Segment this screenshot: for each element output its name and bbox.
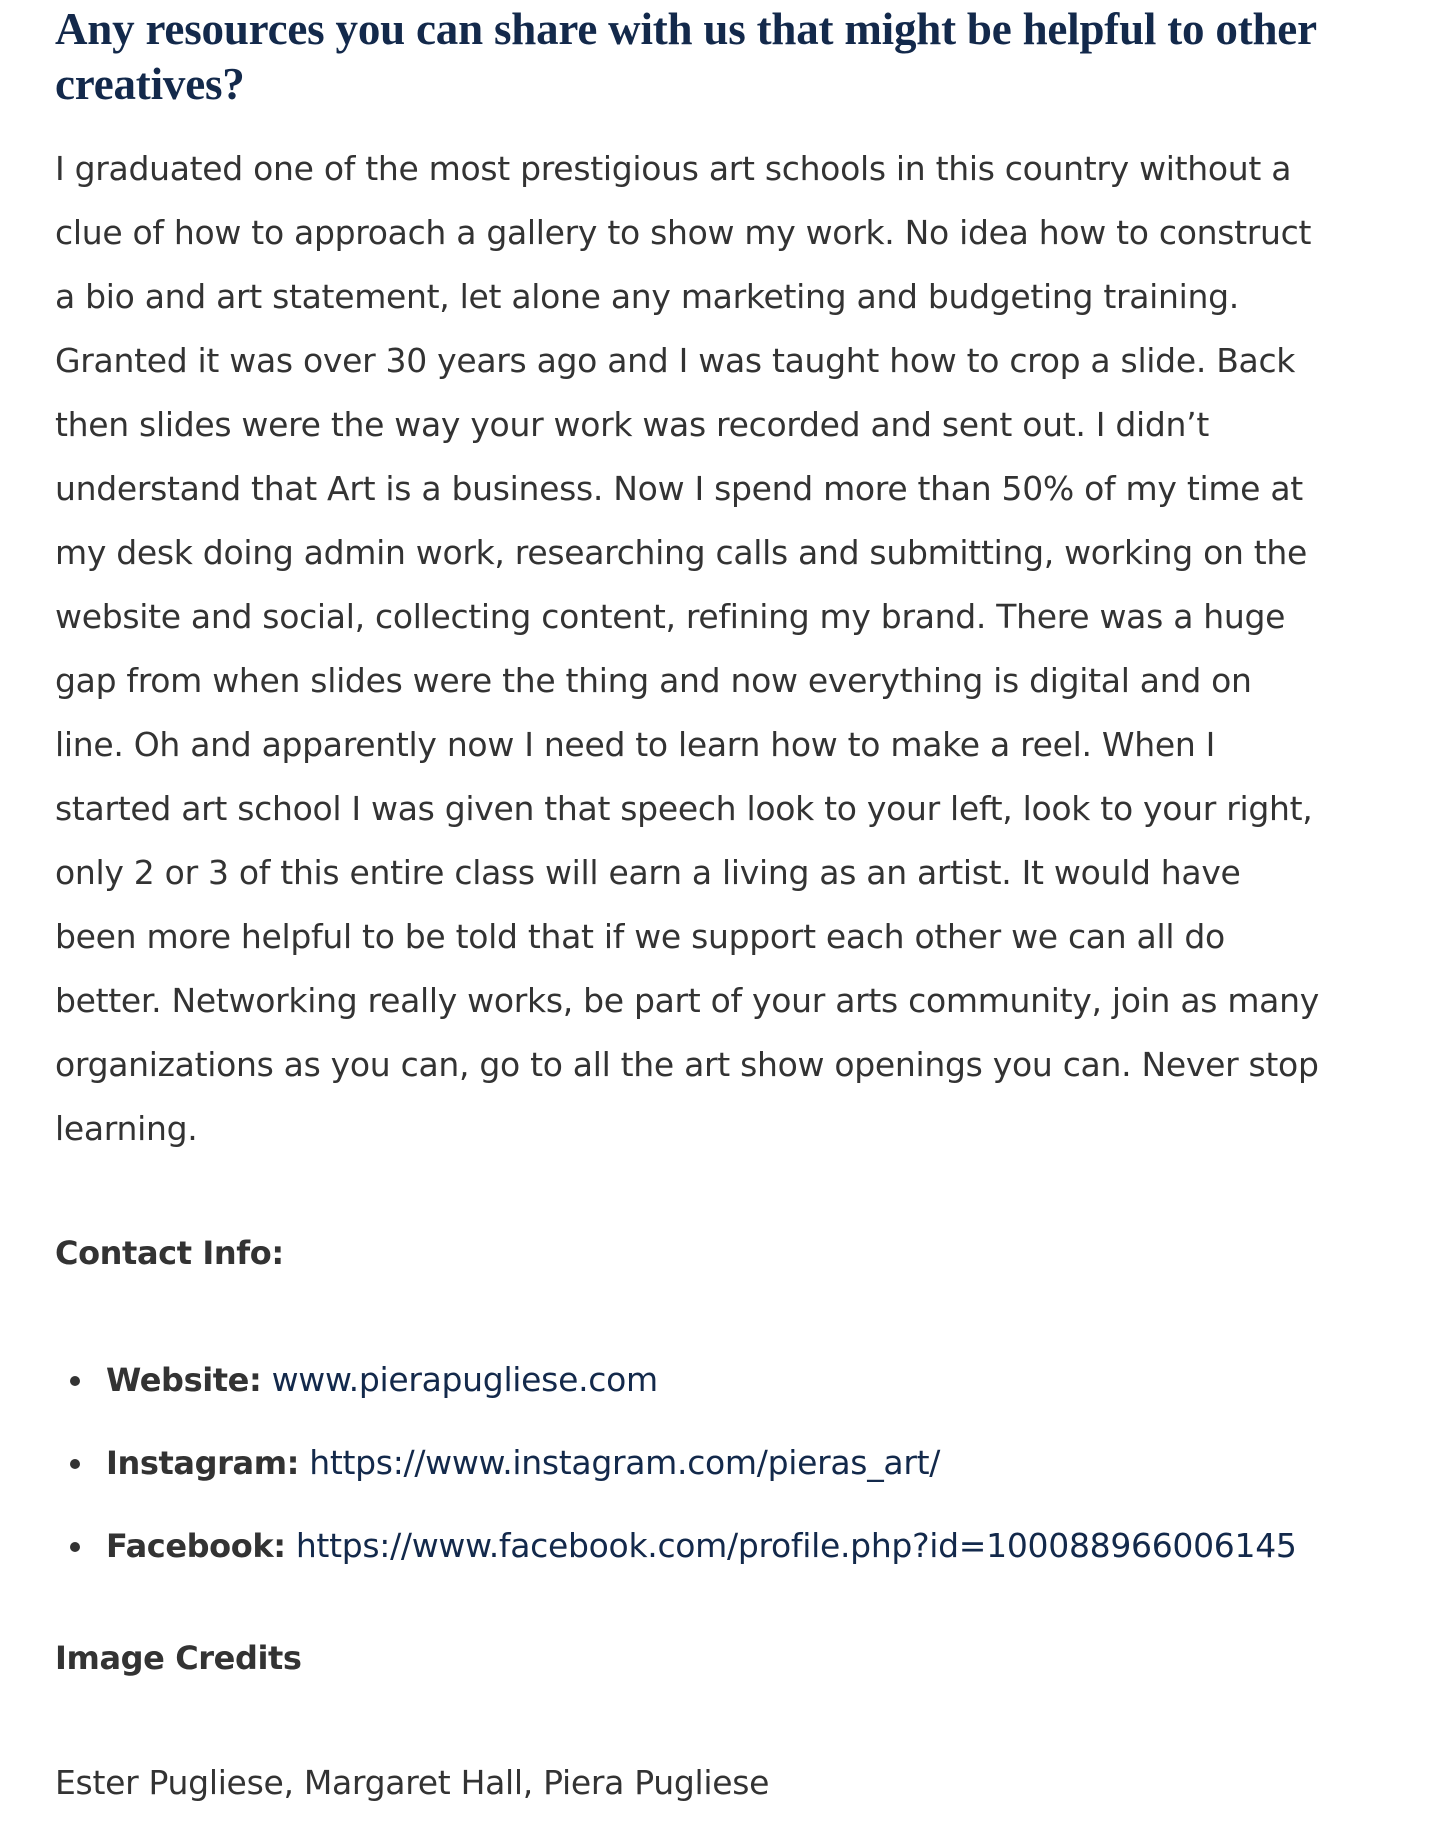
contact-list <box>55 1348 1335 1578</box>
website-link[interactable]: www.pierapugliese.com <box>271 1360 658 1399</box>
facebook-link[interactable]: https://www.facebook.com/profile.php?id=100088966006145 <box>295 1526 1297 1565</box>
section-heading: Any resources you can share with us that might be helpful to other creatives? <box>55 4 1317 109</box>
contact-item-website <box>55 1348 1335 1412</box>
image-credits-names: Ester Pugliese, Margaret Hall, Piera Pugliese <box>55 1763 770 1802</box>
bullet-icon <box>70 1542 80 1552</box>
website-label: Website: <box>106 1361 262 1399</box>
facebook-label: Facebook: <box>106 1527 286 1565</box>
image-credits-label: Image Credits <box>55 1639 302 1677</box>
article-content <box>55 0 1335 1815</box>
answer-paragraph: I graduated one of the most prestigious art schools in this country without a clue of how to approach a gallery to show my work. No idea how to construct a bio and art statement, let alone any marketing and budgeting training. Granted it was over 30 years ago and I was taught how to crop a slide. Back then slides were the way your work was recorded and sent out. I didn’t understand that Art is a business. Now I spend more than 50% of my time at my desk doing admin work, researching calls and submitting, working on the website and social, collecting content, refining my brand. There was a huge gap from when slides were the thing and now everything is digital and on line. Oh and apparently now I need to learn how to make a reel. When I started art school I was given that speech look to your left, look to your right, only 2 or 3 of this entire class will earn a living as an artist. It would have been more helpful to be told that if we support each other we can all do better. Networking really works, be part of your arts community, join as many organizations as you can, go to all the art show openings you can. Never stop learning. <box>55 149 1319 1148</box>
bullet-icon <box>70 1376 80 1386</box>
bullet-icon <box>70 1459 80 1469</box>
contact-info-label: Contact Info: <box>55 1234 284 1272</box>
instagram-label: Instagram: <box>106 1444 300 1482</box>
contact-item-instagram <box>55 1431 1335 1495</box>
instagram-link[interactable]: https://www.instagram.com/pieras_art/ <box>309 1443 941 1482</box>
contact-item-facebook <box>55 1514 1335 1578</box>
